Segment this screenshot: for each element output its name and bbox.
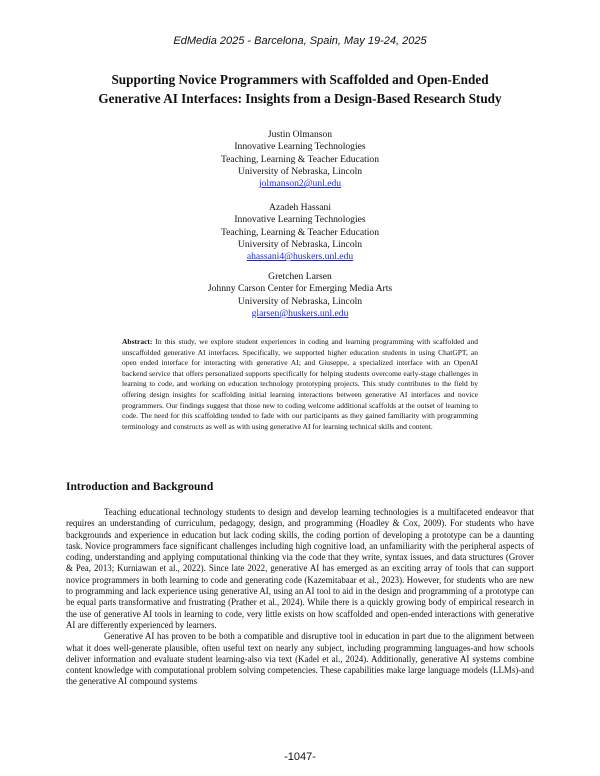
title-line-1: Supporting Novice Programmers with Scaffolded and Open-Ended	[111, 72, 489, 87]
abstract-label: Abstract:	[122, 337, 153, 346]
author-email-link[interactable]: ahassani4@huskers.unl.edu	[246, 251, 354, 263]
author-affiliation: Innovative Learning Technologies	[234, 141, 366, 153]
author-name: Justin Olmanson	[267, 129, 333, 140]
abstract-text: In this study, we explore student experiences in coding and learning programming with scaffolded and unscaffolded generative AI interfaces. Specifically, we supported higher education students in using ChatGPT, an open ended interface for interacting with generative AI; and Giuseppe, a specialized interface with an OpenAI backend service that offers personalized supports specifically for helping students overcome early-stage challenges in learning to code, and working on education technology prototyping projects. This study contributes to the field by offering design insights for scaffolding initial learning interactions between generative AI interfaces and novice programmers. Our findings suggest that those new to coding welcome additional scaffolds at the outset of learning to code. The need for this scaffolding tended to fade with our participants as they gained familiarity with programming terminology and constructs as well as with using generative AI for learning technical skills and content.	[122, 337, 478, 431]
abstract	[122, 337, 478, 432]
page-number: -1047-	[284, 751, 316, 763]
paper-title	[70, 70, 530, 108]
author-email-link[interactable]: glarsen@huskers.unl.edu	[251, 307, 349, 319]
title-line-2: Generative AI Interfaces: Insights from a Design-Based Research Study	[98, 91, 502, 106]
author-name: Gretchen Larsen	[268, 271, 332, 282]
body-paragraph: Teaching educational technology students to design and develop learning technologies is a multifaceted endeavor that requires an understanding of curriculum, pedagogy, design, and programming (Hoadley & Cox, 2009). For students who have backgrounds and experience in education but lack coding skills, the coding portion of developing a prototype can be a daunting task. Novice programmers face significant challenges including high cognitive load, an unfamiliarity with the peripheral aspects of coding, understanding and applying computational thinking via the code that they write, syntax issues, and data structures (Grover & Pea, 2013; Kurniawan et al., 2022). Since late 2022, generative AI has emerged as an exciting array of tools that can support novice programmers in both learning to code and generating code (Kazemitabaar et al., 2023). However, for students who are new to programming and lack experience using generative AI, using an AI tool to aid in the design and programming of a prototype can be equal parts transformative and frustrating (Prather et al., 2024). While there is a quickly growing body of empirical research in the use of generative AI tools in learning to code, very little exists on how scaffolded and open-ended interactions with generative AI are differently experienced by learners.	[66, 507, 534, 630]
author-affiliation: Johnny Carson Center for Emerging Media Arts	[207, 283, 393, 295]
author-affiliation: University of Nebraska, Lincoln	[237, 295, 363, 307]
author-block	[150, 202, 450, 263]
author-affiliation: Teaching, Learning & Teacher Education	[220, 153, 380, 165]
author-name: Azadeh Hassani	[268, 202, 332, 213]
author-block	[150, 129, 450, 190]
section-heading: Introduction and Background	[66, 481, 214, 493]
author-block	[150, 271, 450, 320]
author-affiliation: Innovative Learning Technologies	[234, 214, 366, 226]
author-affiliation: Teaching, Learning & Teacher Education	[220, 226, 380, 238]
author-email-link[interactable]: jolmanson2@unl.edu	[258, 178, 342, 190]
section-body	[66, 507, 534, 688]
author-affiliation: University of Nebraska, Lincoln	[237, 238, 363, 250]
body-paragraph: Generative AI has proven to be both a compatible and disruptive tool in education in part due to the alignment between what it does well-generate plausible, often useful text on nearly any subject, including programming languages-and how schools deliver information and evaluate student learning-also via text (Kadel et al., 2024). Additionally, generative AI systems combine content knowledge with computational problem solving competencies. These capabilities make large language models (LLMs)-and the generative AI compound systems	[66, 631, 534, 687]
author-affiliation: University of Nebraska, Lincoln	[237, 165, 363, 177]
running-header: EdMedia 2025 - Barcelona, Spain, May 19-24, 2025	[173, 35, 427, 47]
